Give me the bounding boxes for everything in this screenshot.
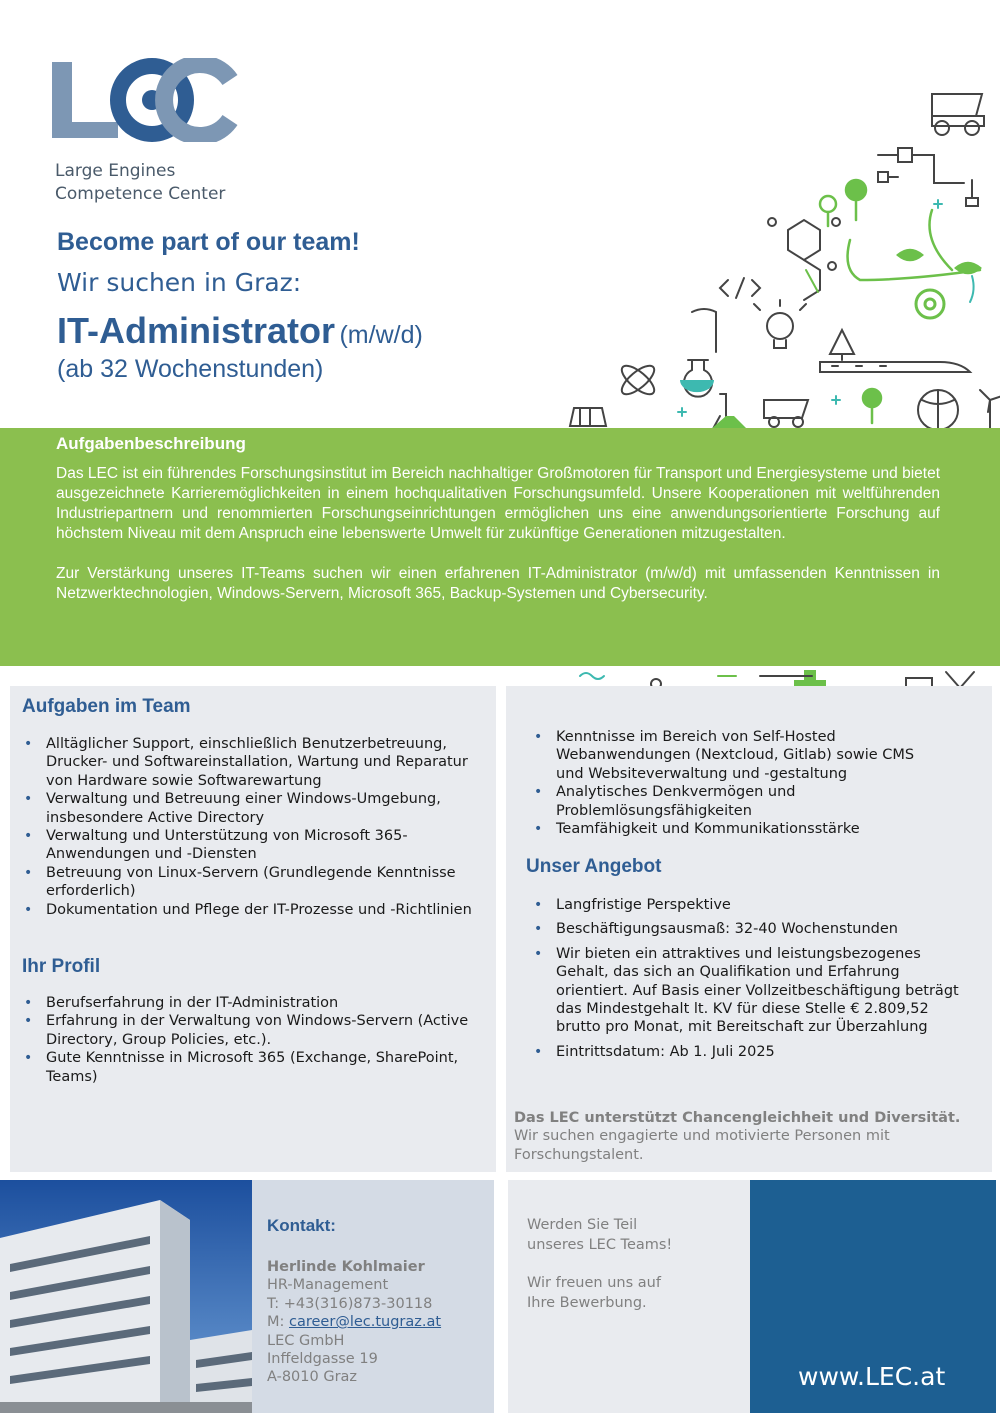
train-icon: [820, 362, 970, 372]
contact-heading: Kontakt:: [267, 1216, 336, 1235]
list-item: • Verwaltung und Unterstützung von Microsoft 365-Anwendungen und -Diensten: [10, 827, 486, 864]
logo-subtitle: [55, 160, 225, 206]
angebot-heading: Unser Angebot: [526, 856, 662, 877]
molecule-icon: [768, 218, 840, 300]
code-icon: [720, 278, 760, 298]
contact-street: Inffeldgasse 19: [267, 1351, 378, 1368]
list-item: • Wir bieten ein attraktives und leistungsbezogenes Gehalt, das sich an Qualifikation und Erfahrung orientiert. Auf Basis einer Vollzeitbeschäftigung beträgt das Mindestgehalt lt. KV für diese Stelle € 2.809,52 brutto pro Monat, mit Bereitschaft zur Überzahlung: [520, 945, 960, 1037]
dump-truck-icon: [932, 94, 984, 135]
leaf-branch-icon: [848, 210, 980, 280]
invitation-line-1: Werden Sie Teil: [527, 1217, 638, 1233]
profil-list: [10, 994, 476, 1086]
invitation-box: [508, 1180, 750, 1413]
list-item: • Dokumentation und Pflege der IT-Prozesse und -Richtlinien: [10, 901, 486, 919]
job-title: [57, 310, 423, 352]
list-item: • Verwaltung und Betreuung einer Windows-Umgebung, insbesondere Active Directory: [10, 790, 486, 827]
invitation-line-4: Ihre Bewerbung.: [527, 1294, 647, 1311]
list-item: • Langfristige Perspektive: [520, 896, 960, 914]
location-heading: Wir suchen in Graz:: [57, 268, 302, 297]
circuit-icon: [878, 148, 978, 206]
intro-section: [0, 428, 1000, 666]
intro-paragraph-1: Das LEC ist ein führendes Forschungsinstitut im Bereich nachhaltiger Großmotoren für Transport und Energiesysteme und bietet ausgezeichnete Karrieremöglichkeiten in einem hochqualitativen Forschungsumfeld. Unsere Kooperationen mit weltführenden Industriepartnern und renommierten Forschungseinrichtungen ermöglichen uns eine anwendungsorientierte Forschung auf höchstem Niveau mit dem Anspruch eine lebenswerte Umwelt für zukünftige Generationen mitzugestalten.: [56, 465, 940, 542]
gear-icon: [916, 290, 944, 318]
list-item: • Betreuung von Linux-Servern (Grundlegende Kenntnisse erforderlich): [10, 864, 486, 901]
lightbulb-icon: [754, 300, 806, 348]
logo-line-1: Large Engines: [55, 161, 176, 181]
contact-name: Herlinde Kohlmaier: [267, 1259, 425, 1275]
diversity-bold: Das LEC unterstützt Chancengleichheit und Diversität.: [514, 1110, 961, 1126]
forest-icon: [830, 330, 884, 362]
contact-box: [252, 1180, 494, 1413]
list-item: • Berufserfahrung in der IT-Administration: [10, 994, 476, 1012]
solar-panel-icon: [570, 408, 606, 426]
list-item: • Erfahrung in der Verwaltung von Windows-Servern (Active Directory, Group Policies, etc.).: [10, 1012, 476, 1049]
brain-icon: [918, 390, 958, 430]
diversity-statement: [514, 1109, 984, 1164]
atom-icon: [618, 361, 659, 399]
profil-heading: Ihr Profil: [22, 956, 101, 977]
job-title-suffix: (m/w/d): [339, 321, 423, 349]
aufgaben-list: [10, 735, 486, 919]
job-hours: (ab 32 Wochenstunden): [57, 355, 324, 383]
left-panel: [10, 686, 496, 1172]
list-item: • Eintrittsdatum: Ab 1. Juli 2025: [520, 1043, 960, 1061]
contact-phone: T: +43(316)873-30118: [267, 1295, 433, 1312]
right-panel: [506, 686, 992, 1172]
building-photo: [0, 1180, 252, 1413]
diversity-text: Wir suchen engagierte und motivierte Personen mit Forschungstalent.: [514, 1128, 890, 1163]
aufgaben-heading: Aufgaben im Team: [22, 696, 191, 717]
job-title-main: IT-Administrator: [57, 310, 336, 351]
invitation-line-2: unseres LEC Teams!: [527, 1236, 673, 1253]
list-item: • Alltäglicher Support, einschließlich Benutzerbetreuung, Drucker- und Softwareinstallation, Wartung und Reparatur von Hardware sowie Softwarewartung: [10, 735, 486, 790]
profil-list-continued: [520, 728, 930, 838]
contact-role: HR-Management: [267, 1277, 389, 1294]
lec-logo: [52, 58, 242, 142]
invitation-line-3: Wir freuen uns auf: [527, 1275, 661, 1291]
list-item: • Analytisches Denkvermögen und Problemlösungsfähigkeiten: [520, 783, 930, 820]
contact-email-line: [267, 1313, 494, 1331]
list-item: • Kenntnisse im Bereich von Self-Hosted Webanwendungen (Nextcloud, Gitlab) sowie CMS und Websiteverwaltung und -gestaltung: [520, 728, 930, 783]
contact-email-prefix: M:: [267, 1314, 290, 1331]
intro-paragraph-2: Zur Verstärkung unseres IT-Teams suchen wir einen erfahrenen IT-Administrator (m/w/d) mit umfassenden Kenntnissen in Netzwerktechnologien, Windows-Servern, Microsoft 365, Backup-Systemen und Cybersecurity.: [56, 565, 940, 602]
list-item: • Beschäftigungsausmaß: 32-40 Wochenstunden: [520, 920, 960, 938]
contact-company: LEC GmbH: [267, 1332, 345, 1349]
flask-icon: [680, 309, 748, 438]
logo-line-2: Competence Center: [55, 184, 226, 204]
intro-heading: Aufgabenbeschreibung: [56, 434, 246, 453]
contact-city: A-8010 Graz: [267, 1369, 358, 1386]
truck-icon-2: [764, 400, 808, 427]
tree-icon: [820, 180, 881, 423]
become-heading: Become part of our team!: [57, 228, 360, 256]
contact-email-link[interactable]: career@lec.tugraz.at: [289, 1314, 442, 1331]
list-item: • Teamfähigkeit und Kommunikationsstärke: [520, 820, 930, 838]
list-item: • Gute Kenntnisse in Microsoft 365 (Exchange, SharePoint, Teams): [10, 1049, 476, 1086]
angebot-list: [520, 896, 960, 1061]
website-link[interactable]: www.LEC.at: [798, 1362, 946, 1391]
